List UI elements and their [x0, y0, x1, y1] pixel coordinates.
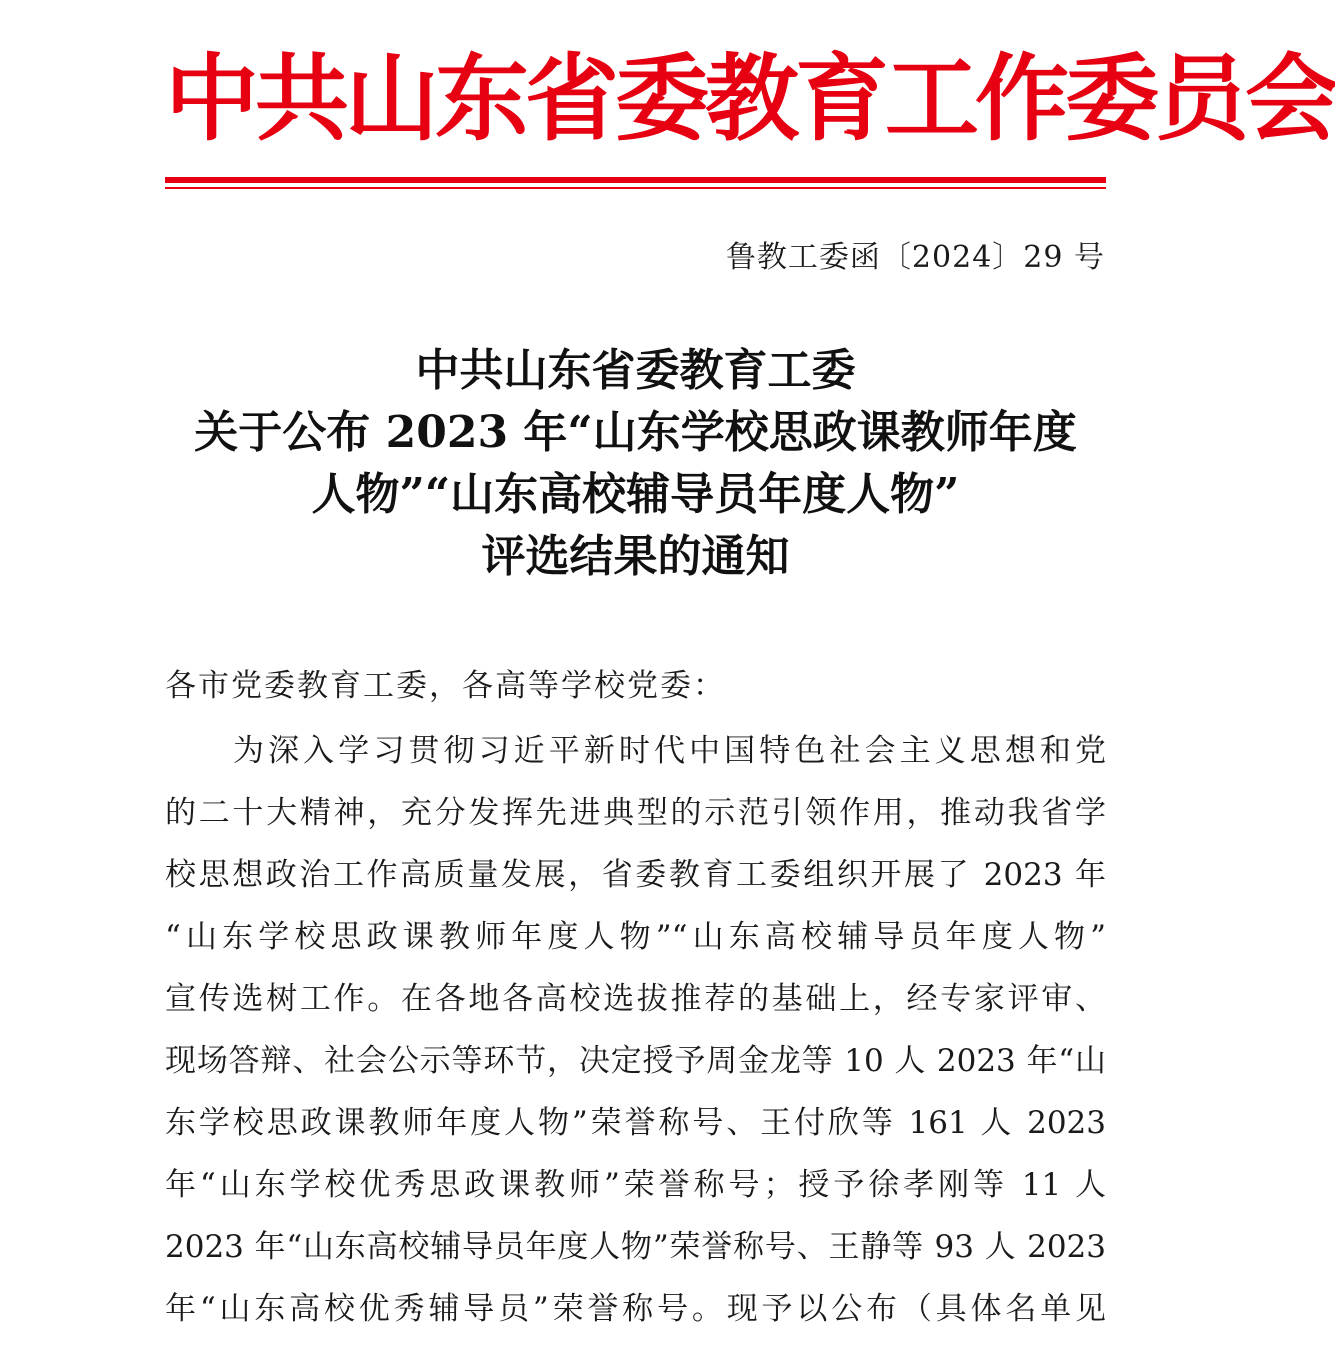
- body-line: “山东学校思政课教师年度人物”“山东高校辅导员年度人物”: [165, 919, 1106, 955]
- masthead-title: 中共山东省委教育工作委员会: [165, 44, 1335, 154]
- title-line: 人物”“山东高校辅导员年度人物”: [311, 469, 960, 520]
- body-line: 年“山东学校优秀思政课教师”荣誉称号；授予徐孝刚等 11 人: [165, 1167, 1106, 1203]
- body-line: 2023 年“山东高校辅导员年度人物”荣誉称号、王静等 93 人 2023: [165, 1229, 1106, 1265]
- red-rule-thick: [165, 177, 1106, 183]
- body-line: 现场答辩、社会公示等环节，决定授予周金龙等 10 人 2023 年“山: [165, 1043, 1106, 1079]
- body-paragraph: [165, 720, 1106, 1340]
- body-line: 为深入学习贯彻习近平新时代中国特色社会主义思想和党: [233, 733, 1106, 769]
- title-line: 中共山东省委教育工委: [415, 345, 856, 396]
- document-number: 鲁教工委函〔2024〕29 号: [725, 240, 1105, 275]
- body-line: 校思想政治工作高质量发展，省委教育工委组织开展了 2023 年: [165, 857, 1106, 893]
- body-line: 东学校思政课教师年度人物”荣誉称号、王付欣等 161 人 2023: [165, 1105, 1106, 1141]
- body-line: 宣传选树工作。在各地各高校选拔推荐的基础上，经专家评审、: [165, 981, 1106, 1017]
- salutation: 各市党委教育工委，各高等学校党委：: [165, 668, 726, 704]
- title-line: 评选结果的通知: [481, 531, 790, 582]
- body-line: 的二十大精神，充分发挥先进典型的示范引领作用，推动我省学: [165, 795, 1106, 831]
- body-line: 年“山东高校优秀辅导员”荣誉称号。现予以公布（具体名单见: [165, 1291, 1106, 1327]
- title-line: 关于公布 2023 年“山东学校思政课教师年度: [194, 407, 1077, 458]
- notice-title: [165, 340, 1106, 588]
- red-rule-thin: [165, 187, 1106, 189]
